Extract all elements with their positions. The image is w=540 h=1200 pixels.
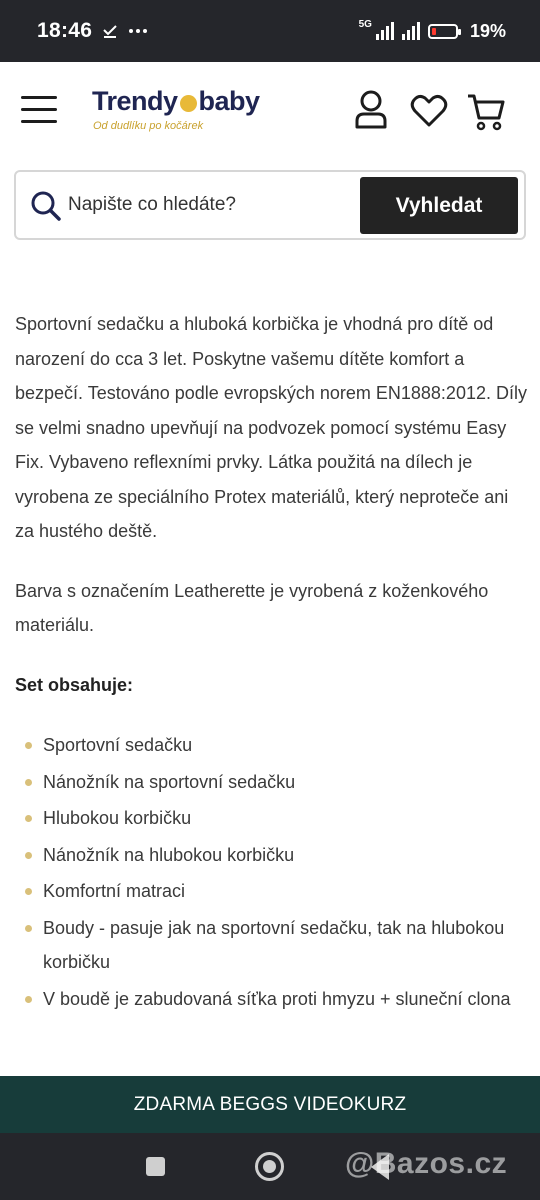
site-logo[interactable] xyxy=(92,86,260,132)
more-notifications-icon xyxy=(128,28,148,34)
list-item: Sportovní sedačku xyxy=(15,728,530,763)
product-description xyxy=(15,307,530,1018)
heart-icon[interactable] xyxy=(410,94,448,128)
brand-dot-icon xyxy=(180,95,197,112)
status-time: 18:46 xyxy=(37,19,93,42)
signal-2-icon xyxy=(402,22,420,40)
list-item: Hlubokou korbičku xyxy=(15,801,530,836)
set-items-list xyxy=(15,728,530,1016)
recent-apps-icon[interactable] xyxy=(146,1157,165,1176)
list-item: Komfortní matraci xyxy=(15,874,530,909)
list-item: Boudy - pasuje jak na sportovní sedačku, tak na hlubokou korbičku xyxy=(15,911,530,980)
list-item: V boudě je zabudovaná síťka proti hmyzu + sluneční clona xyxy=(15,982,530,1017)
network-type: 5G xyxy=(358,18,372,30)
promo-label: ZDARMA BEGGS VIDEOKURZ xyxy=(133,1093,407,1115)
search-bar xyxy=(14,170,526,240)
search-input[interactable] xyxy=(68,184,353,226)
set-heading: Set obsahuje: xyxy=(15,674,134,695)
user-icon[interactable] xyxy=(354,90,388,130)
cart-icon[interactable] xyxy=(466,92,506,132)
list-item: Nánožník na sportovní sedačku xyxy=(15,765,530,800)
description-paragraph-2: Barva s označením Leatherette je vyrobená z koženkového materiálu. xyxy=(15,580,489,635)
status-left xyxy=(37,19,148,43)
download-done-icon xyxy=(102,23,118,39)
brand-name xyxy=(92,86,260,117)
search-icon xyxy=(30,190,62,222)
site-header xyxy=(0,62,540,167)
brand-right: baby xyxy=(198,86,260,116)
list-item: Nánožník na hlubokou korbičku xyxy=(15,838,530,873)
brand-left: Trendy xyxy=(92,86,178,116)
battery-percent: 19% xyxy=(469,20,506,41)
status-right xyxy=(358,18,506,42)
description-paragraph-1: Sportovní sedačku a hluboká korbička je vhodná pro dítě od narození do cca 3 let. Poskytne vašemu dítěte komfort a bezpečí. Testováno podle evropských norem EN1888:2012. Díly se velmi snadno upevňují na podvozek pomocí systému Easy Fix. Vybaveno reflexními prvky. Látka použitá na dílech je vyrobena ze speciálního Protex materiálů, který neproteče ani za hustého deště. xyxy=(15,314,527,541)
signal-icon xyxy=(376,22,394,40)
watermark: @Bazos.cz xyxy=(345,1147,508,1180)
brand-tagline: Od dudlíku po kočárek xyxy=(93,120,204,132)
menu-icon[interactable] xyxy=(21,96,57,124)
promo-banner[interactable] xyxy=(0,1076,540,1133)
home-icon[interactable] xyxy=(255,1152,284,1181)
battery-icon xyxy=(428,24,458,39)
search-button[interactable]: Vyhledat xyxy=(360,177,518,234)
status-bar xyxy=(0,0,540,62)
